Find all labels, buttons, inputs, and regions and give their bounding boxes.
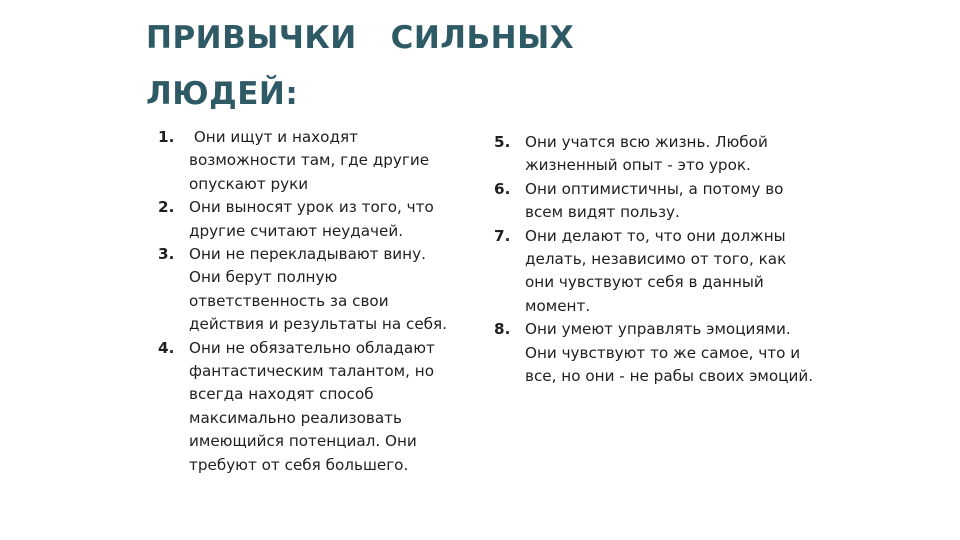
list-item — [494, 318, 814, 388]
list-item — [494, 131, 814, 178]
list-item-text: Они не перекладывают вину. Они берут полную ответственность за свои действия и результаты на себя. — [189, 245, 448, 334]
list-item-number: 2. — [158, 198, 175, 217]
list-item-text: Они умеют управлять эмоциями. Они чувствуют то же самое, что и все, но они - не рабы своих эмоций. — [525, 320, 814, 386]
list-item-number: 8. — [494, 320, 511, 339]
list-item-number: 6. — [494, 179, 511, 198]
list-item-text: Они оптимистичны, а потому во всем видят пользу. — [525, 179, 784, 222]
page-title: ПРИВЫЧКИ СИЛЬНЫХ ЛЮДЕЙ: — [146, 20, 575, 112]
list-item — [494, 178, 814, 225]
list-item-text: Они учатся всю жизнь. Любой жизненный опыт - это урок. — [525, 133, 768, 175]
list-item-text: Они делают то, что они должны делать, независимо от того, как они чувствуют себя в данный момент. — [525, 226, 787, 315]
list-item-text: Они ищут и находят возможности там, где другие опускают руки — [189, 128, 434, 193]
list-item — [494, 225, 814, 319]
list-item-number: 7. — [494, 226, 511, 245]
list-item — [158, 337, 458, 477]
list-item-number: 3. — [158, 245, 175, 264]
habits-list-right — [494, 131, 814, 388]
list-item — [158, 196, 458, 243]
list-item — [158, 243, 458, 337]
habits-list-left — [158, 126, 458, 477]
list-item-number: 1. — [158, 128, 175, 146]
list-item — [158, 126, 458, 196]
list-item-text: Они выносят урок из того, что другие считают неудачей. — [189, 198, 434, 240]
list-item-text: Они не обязательно обладают фантастическим талантом, но всегда находят способ максимально реализовать имеющийся потенциал. Они требуют от себя большего. — [189, 338, 435, 474]
list-item-number: 5. — [494, 133, 511, 151]
list-item-number: 4. — [158, 338, 175, 357]
